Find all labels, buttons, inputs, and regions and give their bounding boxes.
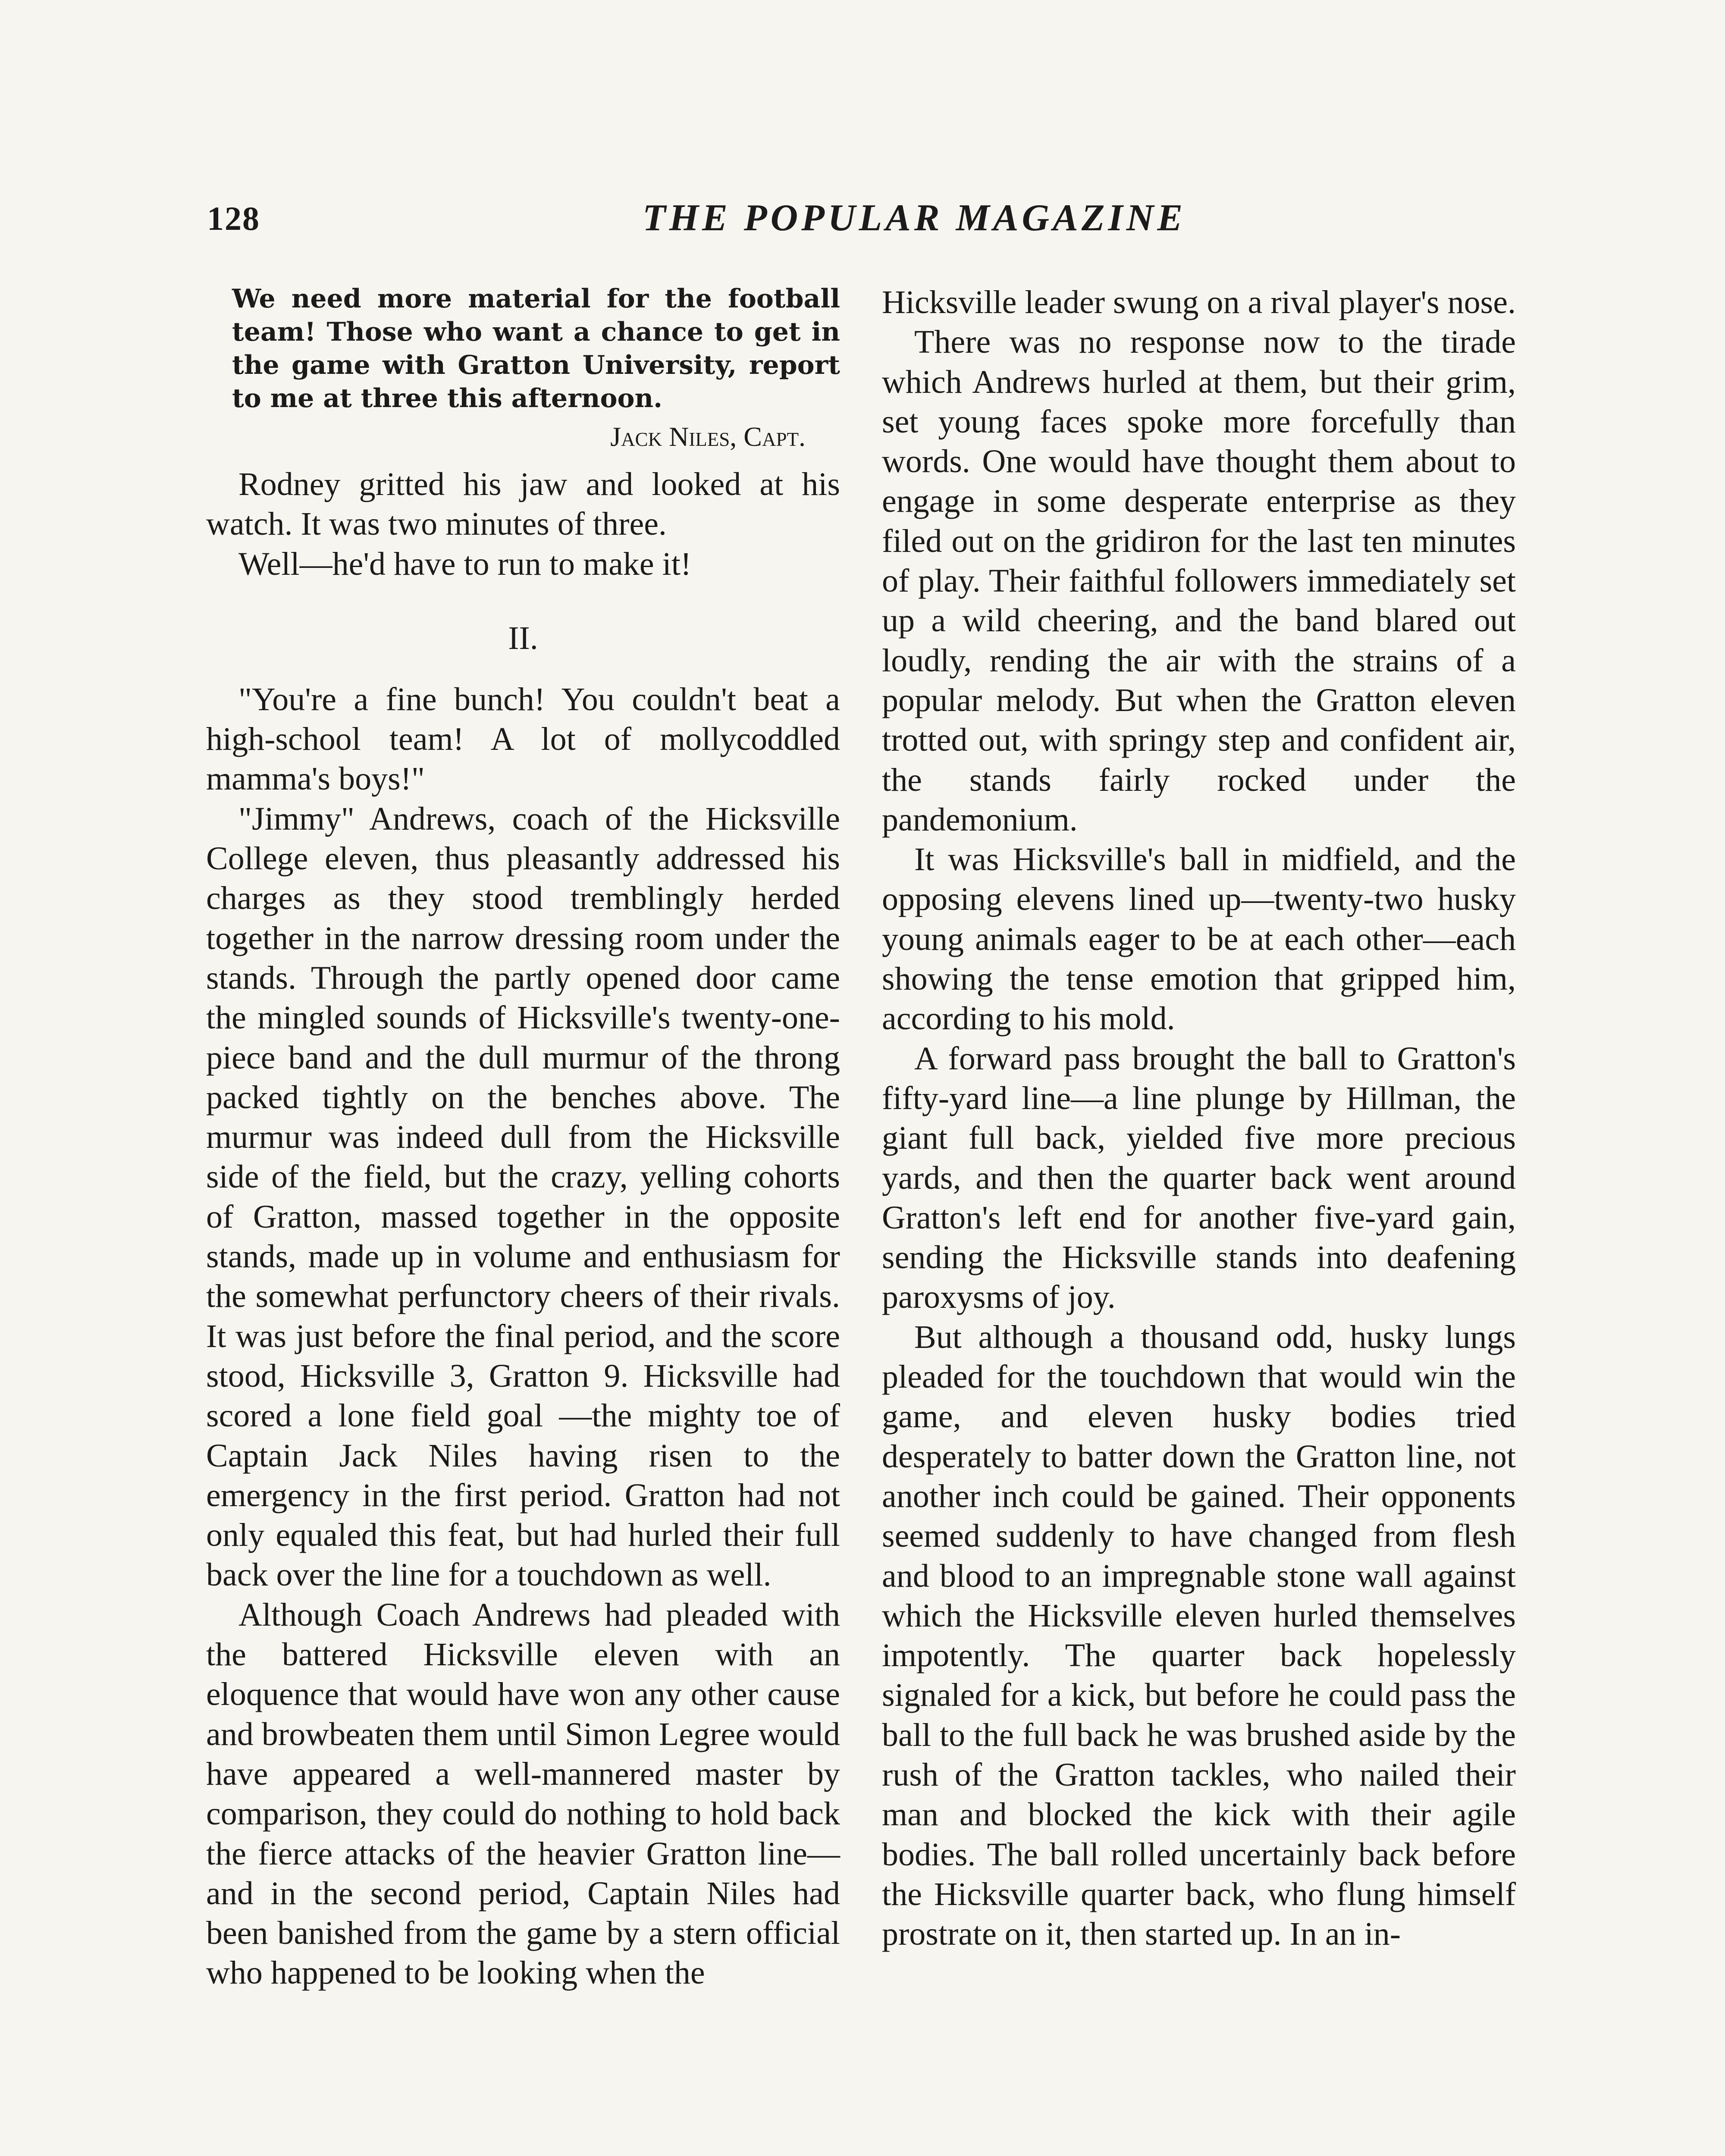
section-heading: II. xyxy=(508,620,538,656)
paragraph: It was Hicksville's ball in midfield, and the opposing elevens lined up—twenty-two husky young animals eager to be at each other—each showing the tense emotion that gripped him, according to his mold. xyxy=(882,841,1516,1037)
paragraph: "You're a fine bunch! You couldn't beat a high-school team! A lot of mollycoddled mamma's boys!" xyxy=(206,681,840,797)
page-number: 128 xyxy=(207,200,260,237)
running-head: THE POPULAR MAGAZINE xyxy=(642,197,1186,239)
paragraph: But although a thousand odd, husky lungs pleaded for the touchdown that would win the game, and eleven husky bodies tried desperately to batter down the Gratton line, not another inch could be gained. Their opponents seemed suddenly to have changed from flesh and blood to an impregnable stone wall against which the Hicksville eleven hurled themselves impotently. The quarter back hopelessly signaled for a kick, but before he could pass the ball to the full back he was brushed aside by the rush of the Gratton tackles, who nailed their man and blocked the kick with their agile bodies. The ball rolled uncertainly back before the Hicksville quarter back, who flung himself prostrate on it, then started up. In an in- xyxy=(882,1319,1516,1952)
football-notice: We need more material for the football team! Those who want a chance to get in the game with Gratton University, report to me at three this afternoon. xyxy=(232,284,840,414)
paragraph: "Jimmy" Andrews, coach of the Hicksville College eleven, thus pleasantly addressed his charges as they stood tremblingly herded together in the narrow dressing room under the stands. Through the partly opened door came the mingled sounds of Hicksville's twenty-one-piece band and the dull murmur of the throng packed tightly on the benches above. The murmur was indeed dull from the Hicksville side of the field, but the crazy, yelling cohorts of Gratton, massed together in the opposite stands, made up in volume and enthusiasm for the somewhat perfunctory cheers of their rivals. It was just before the final period, and the score stood, Hicksville 3, Gratton 9. Hicksville had scored a lone field goal —the mighty toe of Captain Jack Niles having risen to the emergency in the first period. Gratton had not only equaled this feat, but had hurled their full back over the line for a touchdown as well. xyxy=(206,800,840,1593)
paragraph: Although Coach Andrews had pleaded with the battered Hicksville eleven with an eloquence that would have won any other cause and browbeaten them until Simon Legree would have appeared a well-mannered master by comparison, they could do nothing to hold back the fierce attacks of the heavier Gratton line—and in the second period, Captain Niles had been banished from the game by a stern official who happened to be looking when the xyxy=(206,1596,840,1991)
left-column xyxy=(206,282,840,1993)
notice-signature: Jack Niles, Capt. xyxy=(610,421,806,452)
paragraph: Well—he'd have to run to make it! xyxy=(238,545,692,582)
paragraph: Rodney gritted his jaw and looked at his watch. It was two minutes of three. xyxy=(206,466,840,542)
paragraph: There was no response now to the tirade which Andrews hurled at them, but their grim, set young faces spoke more forcefully than words. One would have thought them about to engage in some desperate enterprise as they filed out on the gridiron for the last ten minutes of play. Their faithful followers immediately set up a wild cheering, and the band blared out loudly, rending the air with the strains of a popular melody. But when the Gratton eleven trotted out, with springy step and confident air, the stands fairly rocked under the pandemonium. xyxy=(882,324,1516,838)
right-column xyxy=(882,282,1516,1954)
paragraph: Hicksville leader swung on a rival player's nose. xyxy=(882,284,1516,320)
paragraph: A forward pass brought the ball to Gratton's fifty-yard line—a line plunge by Hillman, the giant full back, yielded five more precious yards, and then the quarter back went around Gratton's left end for another five-yard gain, sending the Hicksville stands into deafening paroxysms of joy. xyxy=(882,1040,1516,1316)
